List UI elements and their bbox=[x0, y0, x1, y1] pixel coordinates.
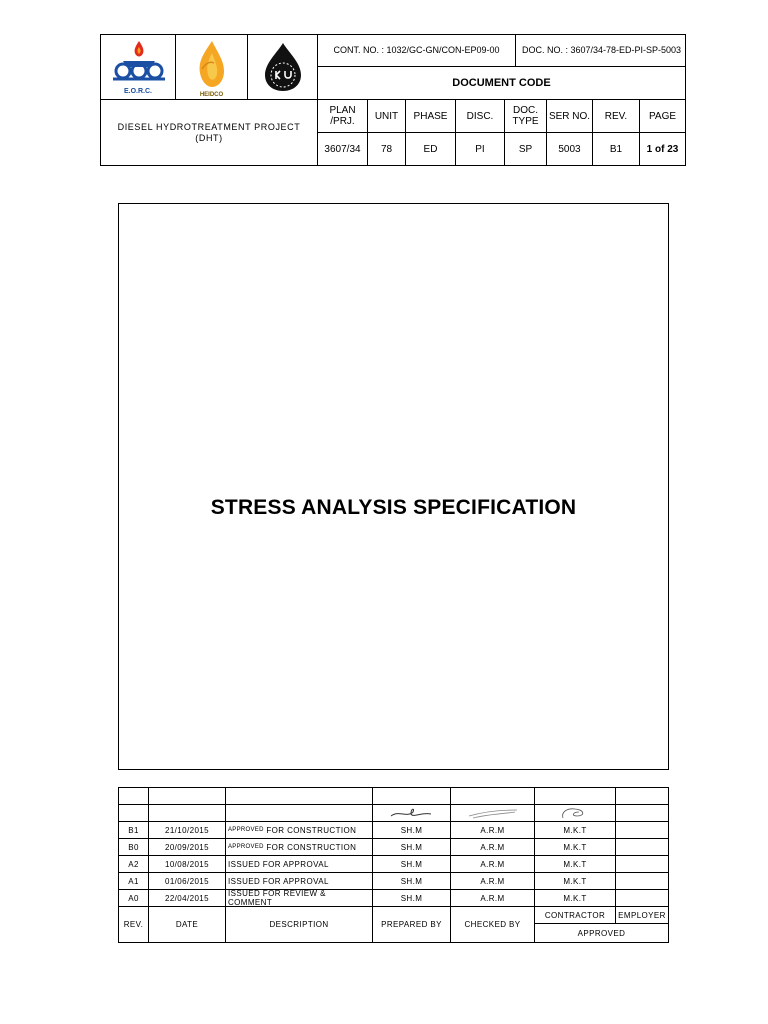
blank-cell bbox=[119, 788, 149, 805]
footer-rev-label: REV. bbox=[119, 907, 149, 942]
document-code-label: DOCUMENT CODE bbox=[318, 67, 685, 100]
val-unit: 78 bbox=[368, 133, 406, 165]
blank-cell bbox=[119, 805, 149, 822]
val-disc: PI bbox=[456, 133, 505, 165]
rev-cell: A1 bbox=[119, 873, 149, 890]
blank-cell bbox=[535, 788, 616, 805]
date-cell: 21/10/2015 bbox=[149, 822, 226, 839]
col-unit: UNIT bbox=[368, 100, 406, 133]
logo-caption-eorc: E.O.R.C. bbox=[123, 88, 152, 95]
main-content-frame bbox=[118, 203, 669, 770]
date-cell: 22/04/2015 bbox=[149, 890, 226, 907]
val-doc-type: SP bbox=[505, 133, 547, 165]
description-cell: ISSUED FOR APPROVAL bbox=[226, 873, 373, 890]
checked-cell: A.R.M bbox=[451, 890, 535, 907]
date-cell: 01/06/2015 bbox=[149, 873, 226, 890]
prepared-cell: SH.M bbox=[373, 839, 451, 856]
prepared-cell: SH.M bbox=[373, 856, 451, 873]
signature-contractor bbox=[535, 805, 616, 822]
col-rev: REV. bbox=[593, 100, 640, 133]
contract-number: CONT. NO. : 1032/GC-GN/CON-EP09-00 bbox=[318, 35, 516, 67]
oil-drop-logo-icon bbox=[261, 41, 305, 93]
rev-cell: B1 bbox=[119, 822, 149, 839]
blank-cell bbox=[149, 805, 226, 822]
val-rev: B1 bbox=[593, 133, 640, 165]
col-plan: PLAN /PRJ. bbox=[318, 100, 368, 133]
col-disc: DISC. bbox=[456, 100, 505, 133]
signature-icon bbox=[555, 806, 595, 820]
description-cell: ISSUED FOR APPROVAL bbox=[226, 856, 373, 873]
rev-cell: A0 bbox=[119, 890, 149, 907]
flame-logo-icon bbox=[192, 39, 232, 91]
signature-prepared bbox=[373, 805, 451, 822]
date-cell: 20/09/2015 bbox=[149, 839, 226, 856]
employer-cell bbox=[616, 890, 668, 907]
footer-date-label: DATE bbox=[149, 907, 226, 942]
prepared-cell: SH.M bbox=[373, 873, 451, 890]
contractor-cell: M.K.T bbox=[535, 839, 616, 856]
val-page: 1 of 23 bbox=[646, 143, 679, 155]
blank-cell bbox=[373, 788, 451, 805]
blank-cell bbox=[149, 788, 226, 805]
prepared-cell: SH.M bbox=[373, 890, 451, 907]
footer-checked-label: CHECKED BY bbox=[451, 907, 535, 942]
blank-cell bbox=[616, 805, 668, 822]
footer-contractor-label: CONTRACTOR bbox=[535, 907, 616, 924]
description-text: FOR CONSTRUCTION bbox=[263, 825, 357, 835]
employer-cell bbox=[616, 822, 668, 839]
footer-approved-label: APPROVED bbox=[577, 928, 626, 938]
checked-cell: A.R.M bbox=[451, 839, 535, 856]
revision-table bbox=[118, 787, 669, 943]
signature-checked bbox=[451, 805, 535, 822]
document-number: DOC. NO. : 3607/34-78-ED-PI-SP-5003 bbox=[516, 35, 685, 67]
prepared-cell: SH.M bbox=[373, 822, 451, 839]
footer-employer-label: EMPLOYER bbox=[616, 907, 668, 924]
blank-cell bbox=[226, 788, 373, 805]
logo-heidco bbox=[176, 35, 248, 100]
blank-cell bbox=[226, 805, 373, 822]
project-name-line2: (DHT) bbox=[195, 132, 223, 143]
footer-prepared-label: PREPARED BY bbox=[373, 907, 451, 942]
rev-cell: A2 bbox=[119, 856, 149, 873]
blank-cell bbox=[451, 788, 535, 805]
project-name-line1: DIESEL HYDROTREATMENT PROJECT bbox=[117, 121, 301, 132]
description-prefix: APPROVED bbox=[228, 844, 264, 850]
col-page: PAGE bbox=[640, 100, 685, 133]
col-ser-no: SER NO. bbox=[547, 100, 593, 133]
checked-cell: A.R.M bbox=[451, 822, 535, 839]
contractor-cell: M.K.T bbox=[535, 856, 616, 873]
contractor-cell: M.K.T bbox=[535, 890, 616, 907]
logo-caption-heidco: HEIDCO bbox=[199, 92, 224, 98]
val-phase: ED bbox=[406, 133, 456, 165]
description-prefix: APPROVED bbox=[228, 827, 264, 833]
contractor-cell: M.K.T bbox=[535, 873, 616, 890]
description-text: FOR CONSTRUCTION bbox=[263, 842, 357, 852]
employer-cell bbox=[616, 873, 668, 890]
col-phase: PHASE bbox=[406, 100, 456, 133]
checked-cell: A.R.M bbox=[451, 873, 535, 890]
title-block-header bbox=[100, 34, 686, 166]
footer-description-label: DESCRIPTION bbox=[226, 907, 373, 942]
description-cell bbox=[226, 822, 373, 839]
description-cell bbox=[226, 839, 373, 856]
checked-cell: A.R.M bbox=[451, 856, 535, 873]
employer-cell bbox=[616, 856, 668, 873]
document-title: STRESS ANALYSIS SPECIFICATION bbox=[210, 496, 577, 519]
blank-cell bbox=[616, 788, 668, 805]
nioc-logo-icon bbox=[109, 39, 169, 87]
project-name bbox=[101, 100, 318, 165]
date-cell: 10/08/2015 bbox=[149, 856, 226, 873]
val-ser-no: 5003 bbox=[547, 133, 593, 165]
logo-eorc bbox=[101, 35, 176, 100]
val-plan: 3607/34 bbox=[318, 133, 368, 165]
col-doc-type: DOC. TYPE bbox=[505, 100, 547, 133]
signature-icon bbox=[387, 806, 437, 820]
rev-cell: B0 bbox=[119, 839, 149, 856]
logo-contractor bbox=[248, 35, 318, 100]
description-cell: ISSUED FOR REVIEW & COMMENT bbox=[226, 890, 373, 907]
employer-cell bbox=[616, 839, 668, 856]
signature-icon bbox=[463, 806, 523, 820]
contractor-cell: M.K.T bbox=[535, 822, 616, 839]
